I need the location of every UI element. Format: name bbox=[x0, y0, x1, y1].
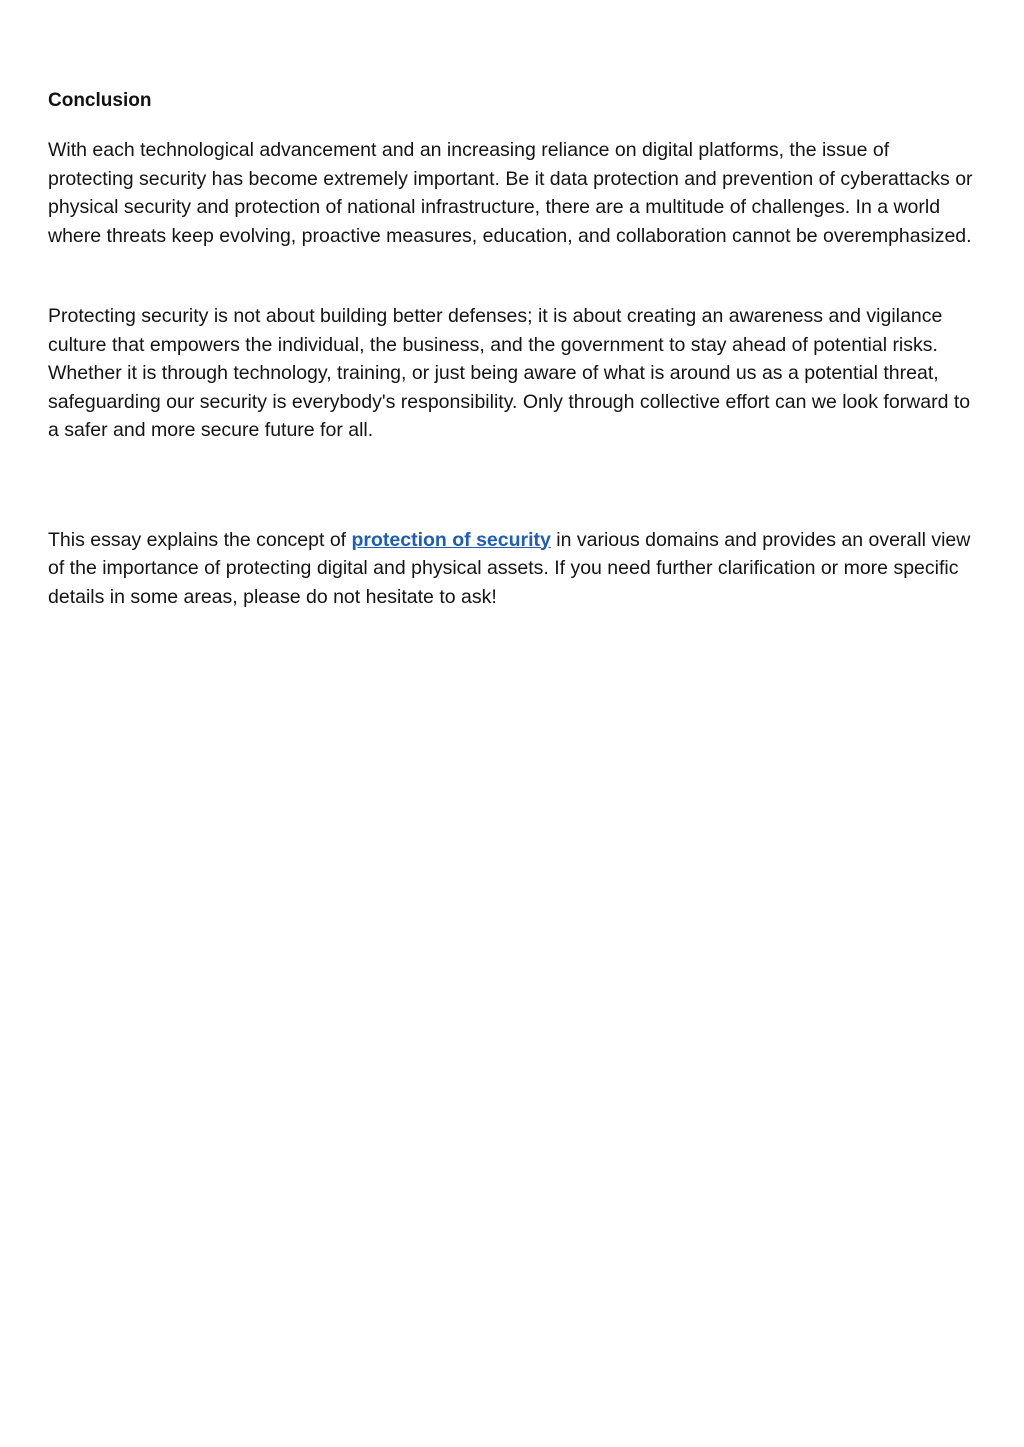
paragraph-conclusion-intro: With each technological advancement and an increasing reliance on digital platforms, the issue of protecting security has become extremely important. Be it data protection and prevention of cyberattacks or physical security and protection of national infrastructure, there are a multitude of challenges. In a world where threats keep evolving, proactive measures, education, and collaboration cannot be overemphasized. bbox=[48, 139, 973, 247]
paragraph-essay-summary bbox=[48, 526, 978, 612]
protection-of-security-link[interactable]: protection of security bbox=[351, 528, 551, 551]
paragraph-security-culture: Protecting security is not about building better defenses; it is about creating an awareness and vigilance culture that empowers the individual, the business, and the government to stay ahead of potential risks. Whether it is through technology, training, or just being aware of what is around us as a potential threat, safeguarding our security is everybody's responsibility. Only through collective effort can we look forward to a safer and more secure future for all. bbox=[48, 305, 971, 441]
section-heading: Conclusion bbox=[48, 90, 152, 111]
summary-text-after-link: in various domains and provides an overall view of the importance of protecting digital and physical assets. If you need further clarification or more specific details in some areas, please do not hesitate to ask! bbox=[48, 528, 971, 608]
document-page bbox=[48, 88, 978, 611]
summary-text-before-link: This essay explains the concept of bbox=[48, 528, 352, 551]
